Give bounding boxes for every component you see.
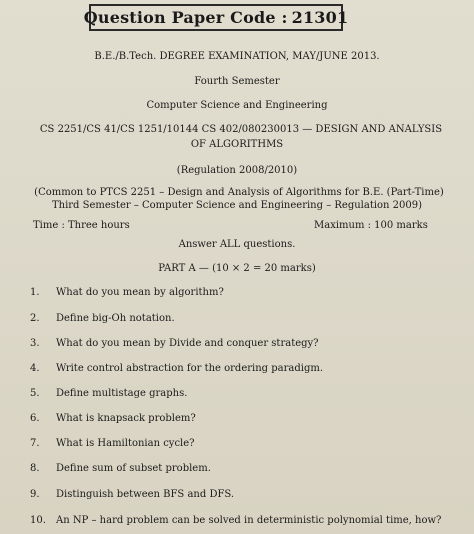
course-title-line2: OF ALGORITHMS (190, 139, 284, 150)
question-item (30, 515, 441, 526)
question-number: 10. (30, 515, 46, 526)
exam-duration: Time : Three hours (33, 220, 130, 231)
question-number: 3. (30, 338, 40, 349)
question-text: What is knapsack problem? (56, 413, 196, 424)
question-paper-code-number: 21301 (291, 8, 349, 27)
question-number: 7. (30, 438, 40, 449)
part-a-heading: PART A — (10 × 2 = 20 marks) (158, 263, 316, 274)
question-text: What do you mean by algorithm? (56, 287, 224, 298)
question-text: An NP – hard problem can be solved in deterministic polynomial time, how? (56, 515, 442, 526)
department: Computer Science and Engineering (146, 100, 328, 111)
question-text: Write control abstraction for the ordering paradigm. (56, 363, 324, 374)
regulation: (Regulation 2008/2010) (176, 165, 298, 176)
question-paper-code-box (83, 4, 349, 31)
question-text: What do you mean by Divide and conquer strategy? (56, 338, 319, 349)
question-number: 8. (30, 463, 40, 474)
question-item (30, 363, 323, 374)
question-item (30, 338, 319, 349)
course-title-line1: CS 2251/CS 41/CS 1251/10144 CS 402/080230013 — DESIGN AND ANALYSIS (39, 124, 443, 135)
question-item (30, 489, 234, 500)
question-number: 6. (30, 413, 40, 424)
question-item (30, 313, 175, 324)
question-number: 1. (30, 287, 40, 298)
semester: Fourth Semester (194, 76, 280, 87)
question-number: 4. (30, 363, 40, 374)
question-item (30, 438, 195, 449)
question-item (30, 463, 211, 474)
question-paper-code-label: Question Paper Code : (83, 8, 288, 27)
question-item (30, 287, 224, 298)
instruction: Answer ALL questions. (178, 239, 296, 250)
common-note-line2: Third Semester – Computer Science and Engineering – Regulation 2009) (51, 200, 423, 211)
question-text: What is Hamiltonian cycle? (56, 438, 195, 449)
question-text: Define multistage graphs. (56, 388, 188, 399)
question-number: 5. (30, 388, 40, 399)
question-item (30, 388, 187, 399)
question-number: 9. (30, 489, 40, 500)
exam-title: B.E./B.Tech. DEGREE EXAMINATION, MAY/JUNE 2013. (94, 51, 380, 62)
maximum-marks: Maximum : 100 marks (314, 220, 428, 231)
common-note-line1: (Common to PTCS 2251 – Design and Analysis of Algorithms for B.E. (Part-Time) (34, 187, 444, 198)
question-text: Distinguish between BFS and DFS. (56, 489, 235, 500)
question-text: Define sum of subset problem. (56, 463, 211, 474)
question-number: 2. (30, 313, 40, 324)
question-item (30, 413, 196, 424)
question-text: Define big-Oh notation. (56, 313, 175, 324)
